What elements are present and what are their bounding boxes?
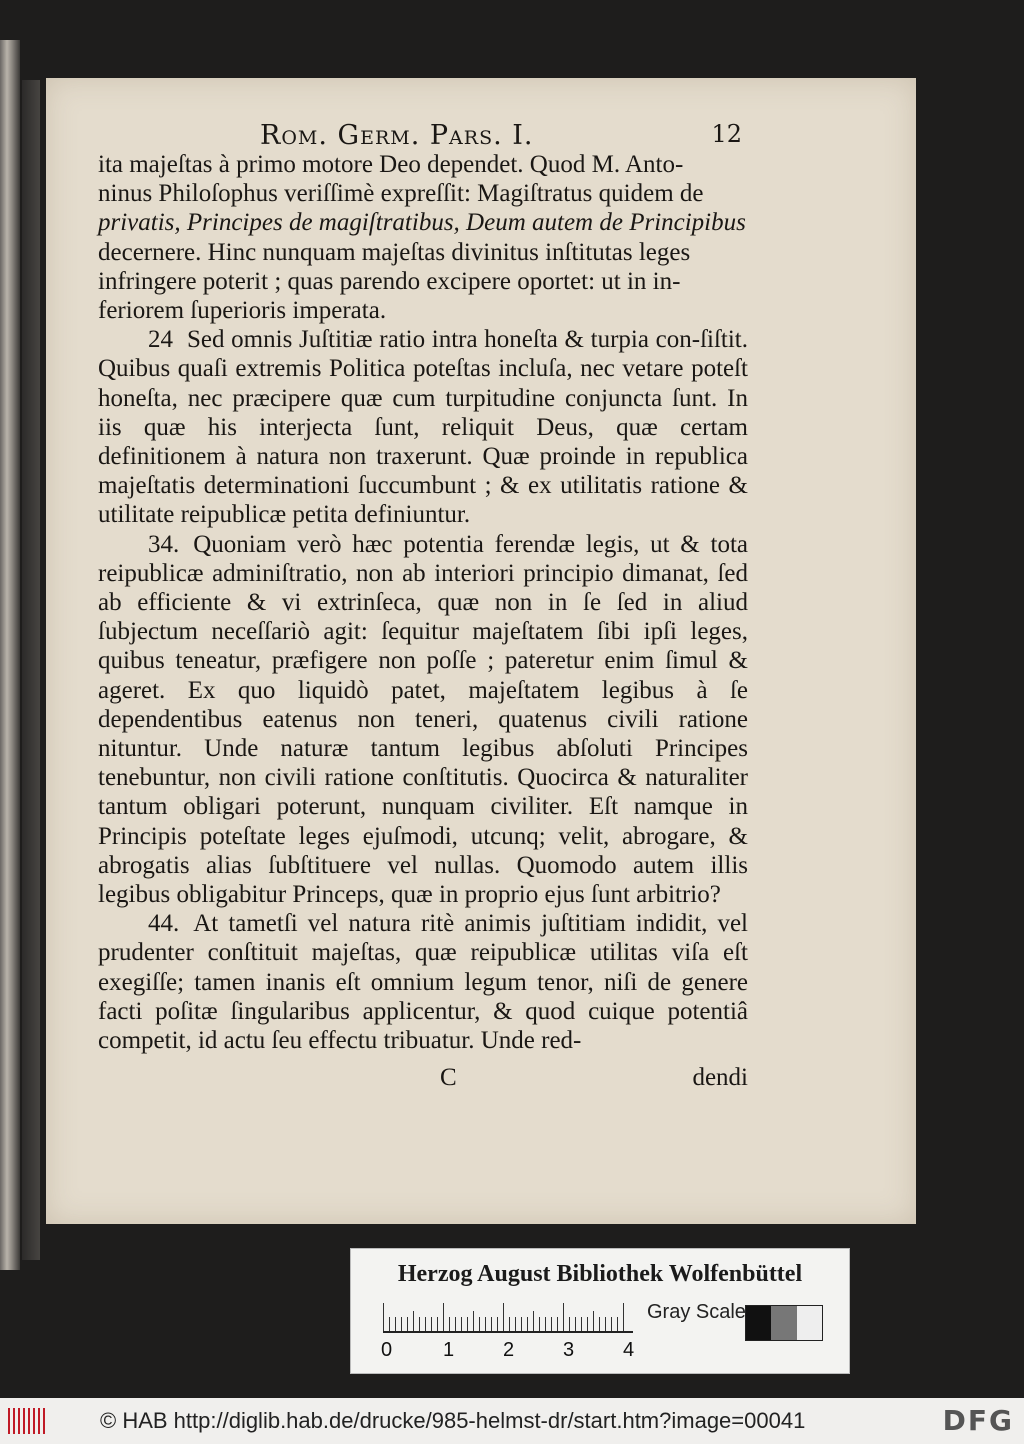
paragraph-text: Quoniam verò hæc potentia ferendæ legis, ut & tota reipublicæ adminiſtratio, non ab interiori principio dimanat, ſed ab efficiente & vi extrinſeca, quæ non in ſe ſed in aliud ſubjectum neceſſariò agit: ſequitur majeſtatem ſibi ipſi leges, quibus teneatur, præfigere non poſſe ; pateretur enim ſimul & ageret. Ex quo liquidò patet, majeſtatem legibus à ſe dependentibus eatenus non teneri, quatenus civili ratione nituntur. Unde naturæ tantum legibus abſoluti Principes tenebuntur, non civili ratione conſtitutis. Quocirca & naturaliter tantum obligari poterunt, nunquam civiliter. Eſt namque in Principis poteſtate leges ejuſmodi, utcunq; velit, abrogare, & abrogatis alias ſubſtituere vel nullas. Quomodo autem illis legibus obligabitur Princeps, quæ in proprio ejus ſunt arbitrio? — [98, 530, 748, 909]
ruler-tick — [551, 1317, 552, 1331]
gray-swatch-cell — [746, 1306, 771, 1340]
ruler-tick — [395, 1317, 396, 1331]
ruler-tick — [575, 1317, 576, 1331]
page-text — [98, 150, 748, 1055]
ruler-tick — [533, 1311, 534, 1331]
ruler-tick — [401, 1317, 402, 1331]
ruler-tick — [617, 1317, 618, 1331]
ruler-tick — [473, 1311, 474, 1331]
ruler-tick — [455, 1317, 456, 1331]
ruler-label: 2 — [503, 1339, 515, 1361]
ruler-tick — [503, 1303, 504, 1331]
ruler-tick — [599, 1317, 600, 1331]
ruler-tick — [611, 1317, 612, 1331]
ruler-tick — [449, 1317, 450, 1331]
ruler-tick — [605, 1317, 606, 1331]
grayscale-swatch — [745, 1305, 823, 1341]
ruler-tick — [413, 1311, 414, 1331]
text-line: decernere. Hinc nunquam majeſtas divinitus inſtitutas leges — [98, 238, 691, 266]
dfg-logo: DFG — [942, 1404, 1014, 1437]
ruler-tick — [437, 1317, 438, 1331]
ruler-tick — [497, 1317, 498, 1331]
ruler-tick — [491, 1317, 492, 1331]
book-spine — [0, 40, 20, 1270]
footer-bar — [0, 1398, 1024, 1444]
ruler-tick — [485, 1317, 486, 1331]
gray-swatch-cell — [771, 1306, 796, 1340]
paragraph-text: At tametſi vel natura ritè animis juſtitiam indidit, vel prudenter conſtituit majeſtas, quæ reipublicæ utilitas viſa eſt exegiſſe; tamen inanis eſt omnium legum tenor, niſi de genere facti poſitæ ſingularibus applicentur, & quod cuique potentiâ competit, id actu ſeu effectu tribuatur. Unde red- — [98, 910, 748, 1055]
ruler-tick — [515, 1317, 516, 1331]
running-title: Rom. Germ. Pars. I. — [260, 120, 534, 151]
ruler-tick — [563, 1303, 564, 1331]
paragraph-number: 34. — [148, 530, 180, 558]
text-line-part: ninus Philoſophus veriſſimè expreſſit: Magiſtratus quidem de — [98, 180, 704, 208]
ruler-tick — [581, 1317, 582, 1331]
ruler-label: 3 — [563, 1339, 575, 1361]
ruler-tick — [569, 1317, 570, 1331]
catchword: dendi — [692, 1064, 748, 1091]
signature-mark: C — [440, 1064, 457, 1091]
paragraph-number: 24 — [148, 326, 173, 354]
hab-logo-icon — [8, 1408, 48, 1434]
folio-number: 12 — [711, 120, 742, 148]
ruler-tick — [587, 1317, 588, 1331]
ruler-tick — [419, 1317, 420, 1331]
book-edge — [22, 80, 40, 1260]
ruler-tick — [479, 1317, 480, 1331]
ruler-tick — [383, 1303, 384, 1331]
ruler-labels — [377, 1339, 647, 1363]
ruler-tick — [461, 1317, 462, 1331]
ruler-label: 1 — [443, 1339, 455, 1361]
ruler-tick — [623, 1303, 624, 1331]
ruler-tick — [509, 1317, 510, 1331]
banner-title: Herzog August Bibliothek Wolfenbüttel — [397, 1261, 803, 1287]
ruler-label: 4 — [623, 1339, 635, 1361]
ruler-label: 0 — [381, 1339, 393, 1361]
library-banner — [350, 1248, 850, 1374]
ruler-tick — [425, 1317, 426, 1331]
measurement-ruler — [383, 1301, 633, 1333]
text-line: privatis, Principes de magiſtratibus, Deum autem de Principibus — [98, 209, 746, 237]
text-line — [98, 179, 748, 208]
text-line: infringere poterit ; quas parendo excipere oportet: ut in in- — [98, 267, 681, 295]
grayscale-label: Gray Scale — [647, 1301, 746, 1323]
page-bottom-line — [98, 1064, 748, 1094]
ruler-tick — [389, 1317, 390, 1331]
ruler-tick — [557, 1317, 558, 1331]
ruler-tick — [593, 1311, 594, 1331]
paragraph-34 — [98, 530, 748, 910]
footer-url-text[interactable]: © HAB http://diglib.hab.de/drucke/985-helmst-dr/start.htm?image=00041 — [100, 1408, 806, 1433]
paragraph-text: Sed omnis Juſtitiæ ratio intra honeſta & turpia con-ſiſtit. Quibus quaſi extremis Politica poteſtas incluſa, nec vetare poteſt honeſta, nec præcipere quæ cum turpitudine conjuncta ſunt. In iis quæ his interjecta ſunt, reliquit Deus, quæ certam definitionem à natura non traxerunt. Quæ proinde in republica majeſtatis determinationi ſuccumbunt ; & ex utilitatis ratione & utilitate reipublicæ petita definiuntur. — [98, 326, 748, 529]
gray-swatch-cell — [797, 1306, 822, 1340]
paragraph-number: 44. — [148, 910, 180, 938]
ruler-tick — [545, 1317, 546, 1331]
paragraph-24 — [98, 325, 748, 529]
ruler-tick — [407, 1317, 408, 1331]
text-line: feriorem ſuperioris imperata. — [98, 297, 387, 325]
page-header — [232, 118, 742, 152]
paragraph-44 — [98, 909, 748, 1055]
ruler-tick — [527, 1317, 528, 1331]
ruler-tick — [521, 1317, 522, 1331]
ruler-tick — [467, 1317, 468, 1331]
text-line: ita majeſtas à primo motore Deo dependet. Quod M. Anto- — [98, 151, 684, 178]
ruler-tick — [431, 1317, 432, 1331]
ruler-tick — [539, 1317, 540, 1331]
ruler-tick — [443, 1303, 444, 1331]
